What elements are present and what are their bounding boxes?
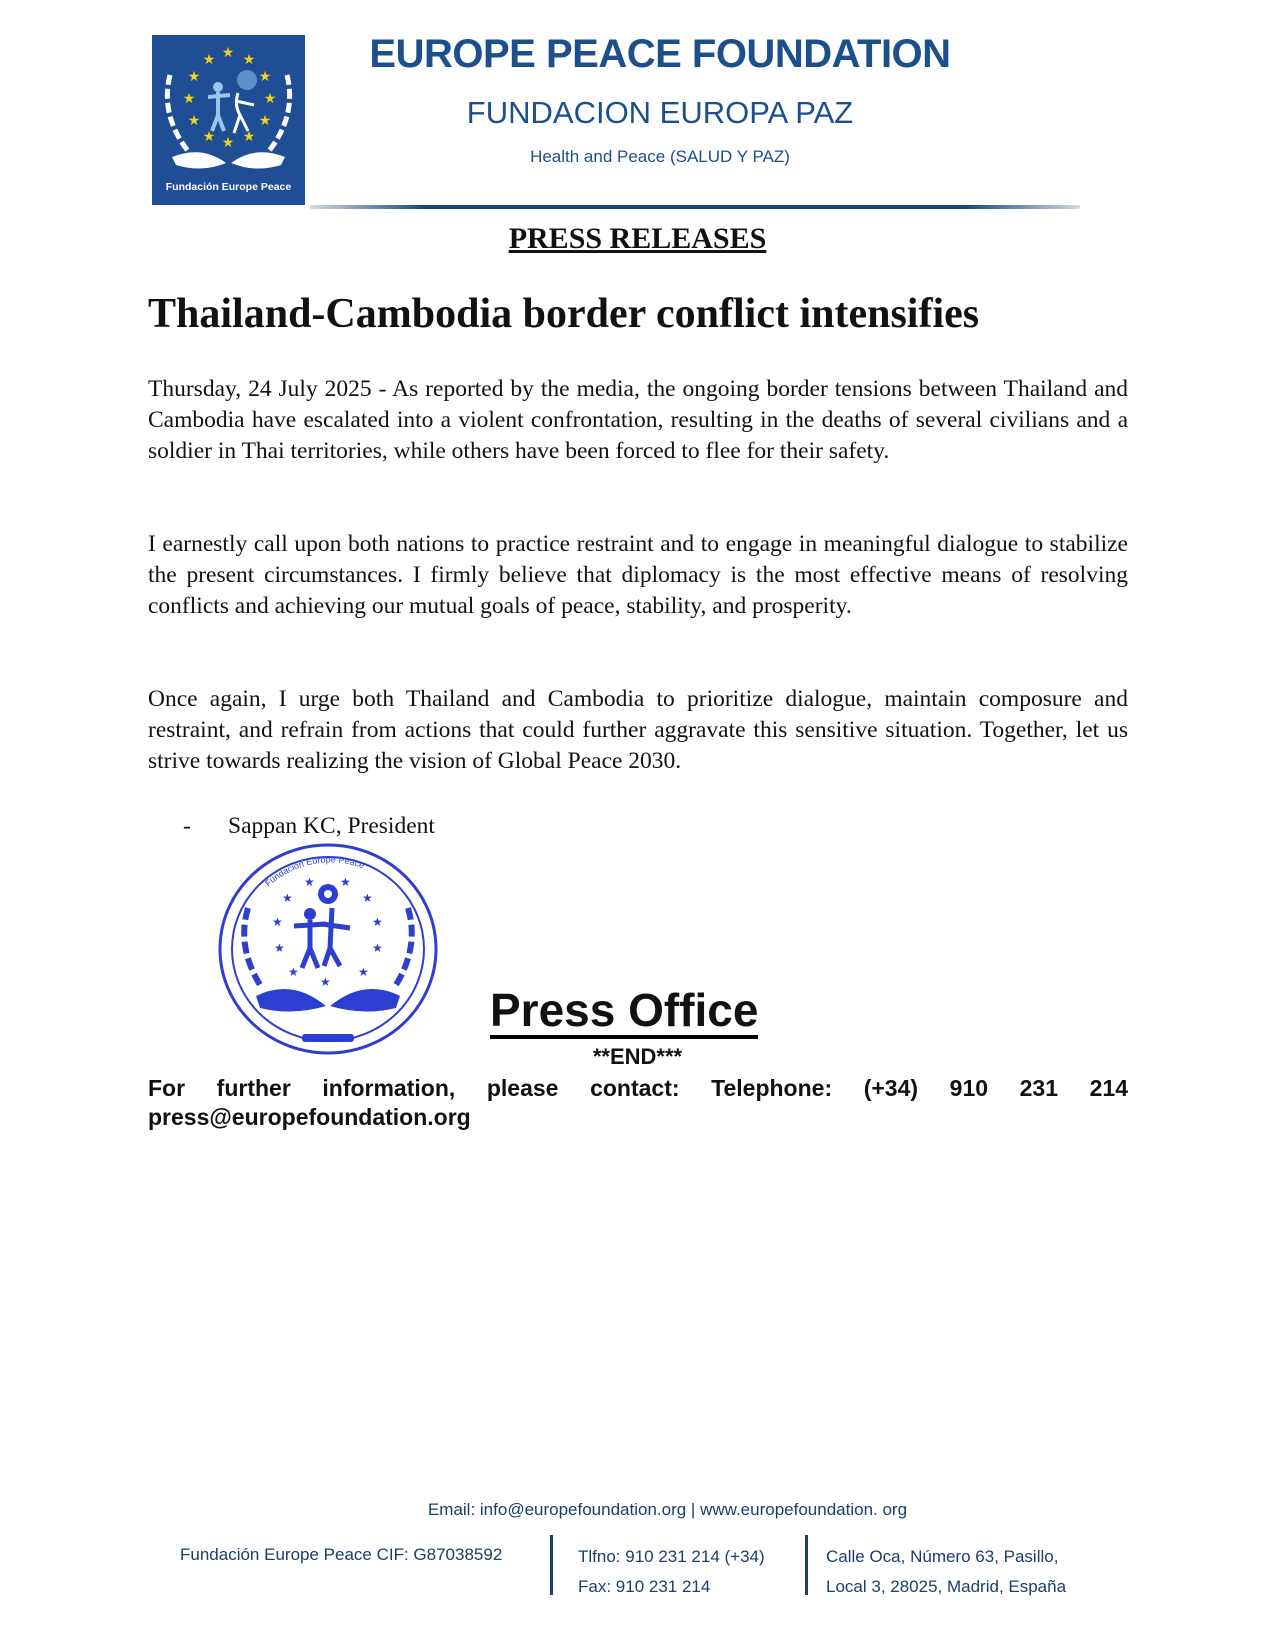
svg-text:★: ★ bbox=[187, 114, 201, 129]
svg-text:★: ★ bbox=[187, 70, 201, 85]
footer-email-website: Email: info@europefoundation.org | www.europefoundation. org bbox=[427, 1500, 908, 1519]
svg-text:★: ★ bbox=[320, 975, 331, 989]
section-label: PRESS RELEASES bbox=[508, 222, 767, 255]
svg-text:★: ★ bbox=[202, 53, 216, 68]
svg-text:★: ★ bbox=[282, 891, 293, 905]
svg-text:★: ★ bbox=[358, 965, 369, 979]
svg-text:★: ★ bbox=[288, 965, 299, 979]
org-name-spanish: FUNDACION EUROPA PAZ bbox=[466, 95, 854, 130]
contact-line: For further information, please contact: Telephone: (+34) 910 231 214 bbox=[148, 1075, 1128, 1101]
headline: Thailand-Cambodia border conflict intensifies bbox=[148, 291, 980, 337]
logo-caption: Fundación Europe Peace bbox=[165, 181, 292, 193]
footer-address-line-1: Calle Oca, Número 63, Pasillo, bbox=[826, 1547, 1059, 1566]
svg-text:★: ★ bbox=[362, 891, 373, 905]
svg-text:★: ★ bbox=[221, 46, 235, 61]
foundation-logo bbox=[152, 35, 305, 205]
svg-text:★: ★ bbox=[263, 92, 277, 107]
footer-divider bbox=[550, 1535, 553, 1595]
footer-fax: Fax: 910 231 214 bbox=[578, 1577, 711, 1596]
logo-emblem-icon bbox=[152, 35, 305, 205]
stamp-seal-icon bbox=[212, 838, 444, 1060]
press-office-heading: Press Office bbox=[490, 985, 758, 1039]
svg-text:★: ★ bbox=[242, 130, 256, 145]
signature-dash: - bbox=[183, 813, 191, 839]
svg-text:★: ★ bbox=[372, 941, 383, 955]
footer-telephone: Tlfno: 910 231 214 (+34) bbox=[578, 1547, 765, 1566]
svg-text:★: ★ bbox=[182, 92, 196, 107]
svg-text:★: ★ bbox=[258, 70, 272, 85]
footer-address-line-2: Local 3, 28025, Madrid, España bbox=[826, 1577, 1067, 1596]
footer-divider bbox=[805, 1535, 808, 1595]
svg-text:★: ★ bbox=[202, 130, 216, 145]
svg-text:★: ★ bbox=[221, 136, 235, 151]
paragraph: Thursday, 24 July 2025 - As reported by the media, the ongoing border tensions between Thailand and Cambodia have escalated into a violent confrontation, resulting in the deaths of several civilians and a soldier in Thai territories, while others have been forced to flee for their safety. bbox=[148, 376, 1128, 464]
svg-text:★: ★ bbox=[272, 915, 283, 929]
official-stamp bbox=[212, 838, 444, 1060]
org-tagline: Health and Peace (SALUD Y PAZ) bbox=[530, 147, 790, 166]
footer-cif: Fundación Europe Peace CIF: G87038592 bbox=[180, 1545, 503, 1564]
signature-name: Sappan KC, President bbox=[228, 813, 435, 839]
paragraph: I earnestly call upon both nations to practice restraint and to engage in meaningful dialogue to stabilize the present circumstances. I firmly believe that diplomacy is the most effective means of resolving conflicts and achieving our mutual goals of peace, stability, and prosperity. bbox=[148, 531, 1128, 619]
org-name-english: EUROPE PEACE FOUNDATION bbox=[369, 32, 951, 76]
svg-text:★: ★ bbox=[242, 53, 256, 68]
svg-text:Fundación Europe Peace: Fundación Europe Peace bbox=[263, 854, 366, 889]
svg-text:★: ★ bbox=[372, 915, 383, 929]
end-marker: **END*** bbox=[592, 1044, 683, 1069]
svg-text:★: ★ bbox=[274, 941, 285, 955]
paragraph: Once again, I urge both Thailand and Cambodia to prioritize dialogue, maintain composure and restraint, and refrain from actions that could further aggravate this sensitive situation. Together, let us strive towards realizing the vision of Global Peace 2030. bbox=[148, 686, 1128, 774]
header-divider bbox=[310, 205, 1080, 209]
svg-text:★: ★ bbox=[304, 875, 315, 889]
svg-text:★: ★ bbox=[340, 875, 351, 889]
svg-text:★: ★ bbox=[258, 114, 272, 129]
contact-email[interactable]: press@europefoundation.org bbox=[148, 1104, 471, 1130]
